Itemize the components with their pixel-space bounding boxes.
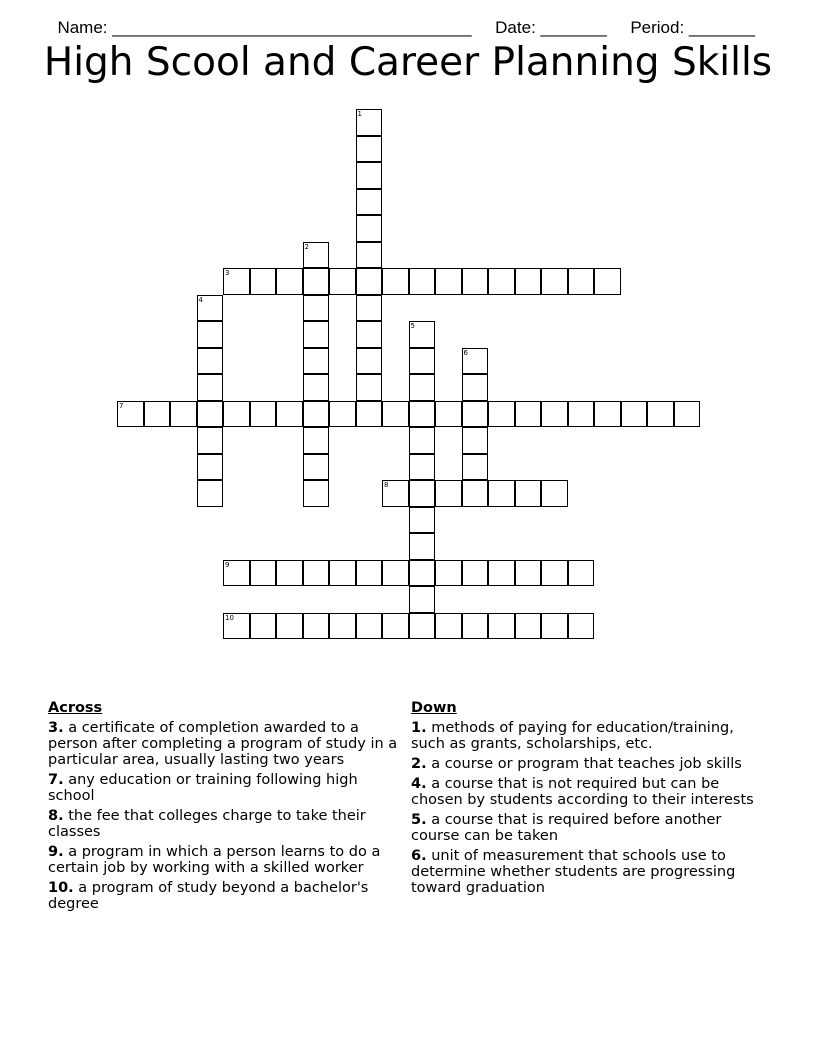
down-clue-1 (411, 720, 771, 752)
clue-text: the fee that colleges charge to take their classes (48, 808, 366, 840)
crossword-cell[interactable] (329, 401, 356, 428)
crossword-cell[interactable] (303, 268, 330, 295)
crossword-cell[interactable] (462, 401, 489, 428)
crossword-cell[interactable] (462, 560, 489, 587)
crossword-cell[interactable] (435, 268, 462, 295)
crossword-cell[interactable] (462, 268, 489, 295)
crossword-cell[interactable] (356, 560, 383, 587)
crossword-cell[interactable] (462, 427, 489, 454)
crossword-cell[interactable] (197, 321, 224, 348)
cell-number: 1 (357, 110, 362, 118)
clue-number: 8. (48, 808, 64, 824)
crossword-cell[interactable] (170, 401, 197, 428)
crossword-cell[interactable] (356, 242, 383, 269)
crossword-cell[interactable] (382, 268, 409, 295)
clue-number: 9. (48, 844, 64, 860)
crossword-cell[interactable] (488, 268, 515, 295)
crossword-cell[interactable] (197, 427, 224, 454)
crossword-cell[interactable] (568, 560, 595, 587)
across-clue-7 (48, 772, 398, 804)
crossword-cell[interactable] (462, 348, 489, 375)
cell-number: 2 (304, 242, 309, 251)
cell-number: 6 (463, 348, 468, 357)
crossword-cell[interactable] (197, 480, 224, 507)
crossword-cell[interactable] (621, 401, 648, 428)
crossword-cell[interactable] (541, 613, 568, 640)
clue-number: 7. (48, 772, 64, 788)
crossword-cell[interactable] (409, 348, 436, 375)
cell-number: 8 (384, 481, 389, 489)
crossword-cell[interactable] (250, 401, 277, 428)
crossword-cell[interactable] (303, 427, 330, 454)
clue-text: a course or program that teaches job skills (426, 756, 742, 772)
crossword-cell[interactable] (568, 401, 595, 428)
crossword-cell[interactable] (382, 480, 409, 507)
crossword-cell[interactable] (435, 560, 462, 587)
crossword-cell[interactable] (303, 242, 330, 269)
crossword-cell[interactable] (356, 321, 383, 348)
crossword-cell[interactable] (409, 427, 436, 454)
across-clue-9 (48, 844, 398, 876)
crossword-cell[interactable] (223, 401, 250, 428)
down-clue-2 (411, 756, 771, 772)
crossword-cell[interactable] (303, 401, 330, 428)
crossword-cell[interactable] (250, 268, 277, 295)
crossword-cell[interactable] (303, 560, 330, 587)
crossword-cell[interactable] (409, 454, 436, 481)
clue-number: 2. (411, 756, 427, 772)
crossword-cell[interactable] (568, 268, 595, 295)
crossword-cell[interactable] (197, 454, 224, 481)
crossword-cell[interactable] (197, 401, 224, 428)
clue-text: a course that is required before another course can be taken (411, 812, 722, 844)
cell-number: 9 (225, 560, 230, 569)
clue-number: 5. (411, 812, 427, 828)
crossword-cell[interactable] (356, 348, 383, 375)
across-clues (48, 700, 398, 916)
crossword-cell[interactable] (329, 560, 356, 587)
down-heading: Down (411, 700, 457, 716)
date-field[interactable]: Date: _______ (495, 18, 607, 37)
crossword-cell[interactable] (276, 613, 303, 640)
crossword-cell[interactable] (462, 374, 489, 401)
clue-text: a program of study beyond a bachelor's degree (48, 880, 369, 912)
crossword-cell[interactable] (303, 454, 330, 481)
across-heading: Across (48, 700, 103, 716)
clue-text: a course that is not required but can be chosen by students according to their interests (411, 776, 754, 808)
crossword-cell[interactable] (144, 401, 171, 428)
crossword-cell[interactable] (409, 321, 436, 348)
across-clue-10 (48, 880, 398, 912)
crossword-cell[interactable] (197, 348, 224, 375)
cell-number: 10 (225, 613, 234, 622)
crossword-cell[interactable] (647, 401, 674, 428)
puzzle-title: High Scool and Career Planning Skills (43, 40, 773, 85)
cell-number: 7 (119, 401, 124, 410)
clue-number: 6. (411, 848, 427, 864)
across-clue-3 (48, 720, 398, 768)
crossword-cell[interactable] (356, 374, 383, 401)
clue-text: a certificate of completion awarded to a person after completing a program of study in a particular area, usually lasting two years (48, 720, 398, 768)
crossword-cell[interactable] (382, 613, 409, 640)
crossword-cell[interactable] (409, 401, 436, 428)
crossword-cell[interactable] (515, 401, 542, 428)
crossword-cell[interactable] (356, 295, 383, 322)
crossword-cell[interactable] (515, 268, 542, 295)
crossword-cell[interactable] (488, 401, 515, 428)
crossword-cell[interactable] (117, 401, 144, 428)
crossword-cell[interactable] (594, 401, 621, 428)
crossword-cell[interactable] (197, 374, 224, 401)
clue-number: 4. (411, 776, 427, 792)
down-clue-6 (411, 848, 771, 896)
crossword-cell[interactable] (488, 613, 515, 640)
crossword-cell[interactable] (594, 268, 621, 295)
crossword-cell[interactable] (303, 348, 330, 375)
crossword-cell[interactable] (435, 480, 462, 507)
clue-number: 10. (48, 880, 74, 896)
crossword-cell[interactable] (276, 560, 303, 587)
crossword-cell[interactable] (541, 268, 568, 295)
crossword-cell[interactable] (223, 613, 250, 640)
crossword-cell[interactable] (462, 454, 489, 481)
crossword-cell[interactable] (409, 586, 436, 613)
cell-number: 5 (410, 322, 415, 330)
crossword-cell[interactable] (409, 560, 436, 587)
period-field[interactable]: Period: _______ (630, 18, 756, 37)
clue-number: 3. (48, 720, 64, 736)
crossword-cell[interactable] (356, 109, 383, 136)
crossword-cell[interactable] (409, 480, 436, 507)
clue-text: methods of paying for education/training, such as grants, scholarships, etc. (411, 720, 734, 752)
crossword-cell[interactable] (303, 321, 330, 348)
crossword-cell[interactable] (409, 533, 436, 560)
crossword-cell[interactable] (356, 268, 383, 295)
crossword-cell[interactable] (541, 480, 568, 507)
crossword-cell[interactable] (488, 560, 515, 587)
crossword-cell[interactable] (674, 401, 701, 428)
crossword-cell[interactable] (435, 401, 462, 428)
crossword-cell[interactable] (197, 295, 224, 322)
down-clue-4 (411, 776, 771, 808)
crossword-cell[interactable] (303, 480, 330, 507)
crossword-cell[interactable] (276, 268, 303, 295)
crossword-cell[interactable] (356, 613, 383, 640)
down-clues (411, 700, 771, 900)
cell-number: 3 (225, 269, 230, 277)
crossword-cell[interactable] (435, 613, 462, 640)
down-clue-5 (411, 812, 771, 844)
crossword-cell[interactable] (303, 295, 330, 322)
crossword-cell[interactable] (409, 613, 436, 640)
crossword-cell[interactable] (356, 189, 383, 216)
clue-number: 1. (411, 720, 427, 736)
crossword-cell[interactable] (329, 613, 356, 640)
crossword-cell[interactable] (462, 480, 489, 507)
crossword-cell[interactable] (409, 507, 436, 534)
crossword-cell[interactable] (303, 374, 330, 401)
crossword-cell[interactable] (356, 136, 383, 163)
crossword-cell[interactable] (541, 401, 568, 428)
crossword-cell[interactable] (462, 613, 489, 640)
clue-text: unit of measurement that schools use to determine whether students are progressing toward graduation (411, 848, 736, 896)
crossword-cell[interactable] (488, 480, 515, 507)
crossword-cell[interactable] (250, 613, 277, 640)
crossword-cell[interactable] (276, 401, 303, 428)
name-field[interactable]: Name: ______________________________________ (57, 18, 472, 37)
clue-text: any education or training following high school (48, 772, 358, 804)
crossword-cell[interactable] (409, 268, 436, 295)
crossword-cell[interactable] (409, 374, 436, 401)
crossword-cell[interactable] (515, 560, 542, 587)
crossword-cell[interactable] (541, 560, 568, 587)
crossword-cell[interactable] (223, 268, 250, 295)
across-clue-8 (48, 808, 398, 840)
clue-text: a program in which a person learns to do a certain job by working with a skilled worker (48, 844, 381, 876)
crossword-cell[interactable] (515, 613, 542, 640)
crossword-cell[interactable] (303, 613, 330, 640)
crossword-cell[interactable] (568, 613, 595, 640)
crossword-cell[interactable] (356, 215, 383, 242)
crossword-cell[interactable] (382, 560, 409, 587)
crossword-cell[interactable] (250, 560, 277, 587)
crossword-cell[interactable] (356, 162, 383, 189)
cell-number: 4 (198, 295, 203, 304)
crossword-cell[interactable] (515, 480, 542, 507)
crossword-cell[interactable] (356, 401, 383, 428)
crossword-cell[interactable] (329, 268, 356, 295)
crossword-cell[interactable] (382, 401, 409, 428)
crossword-cell[interactable] (223, 560, 250, 587)
